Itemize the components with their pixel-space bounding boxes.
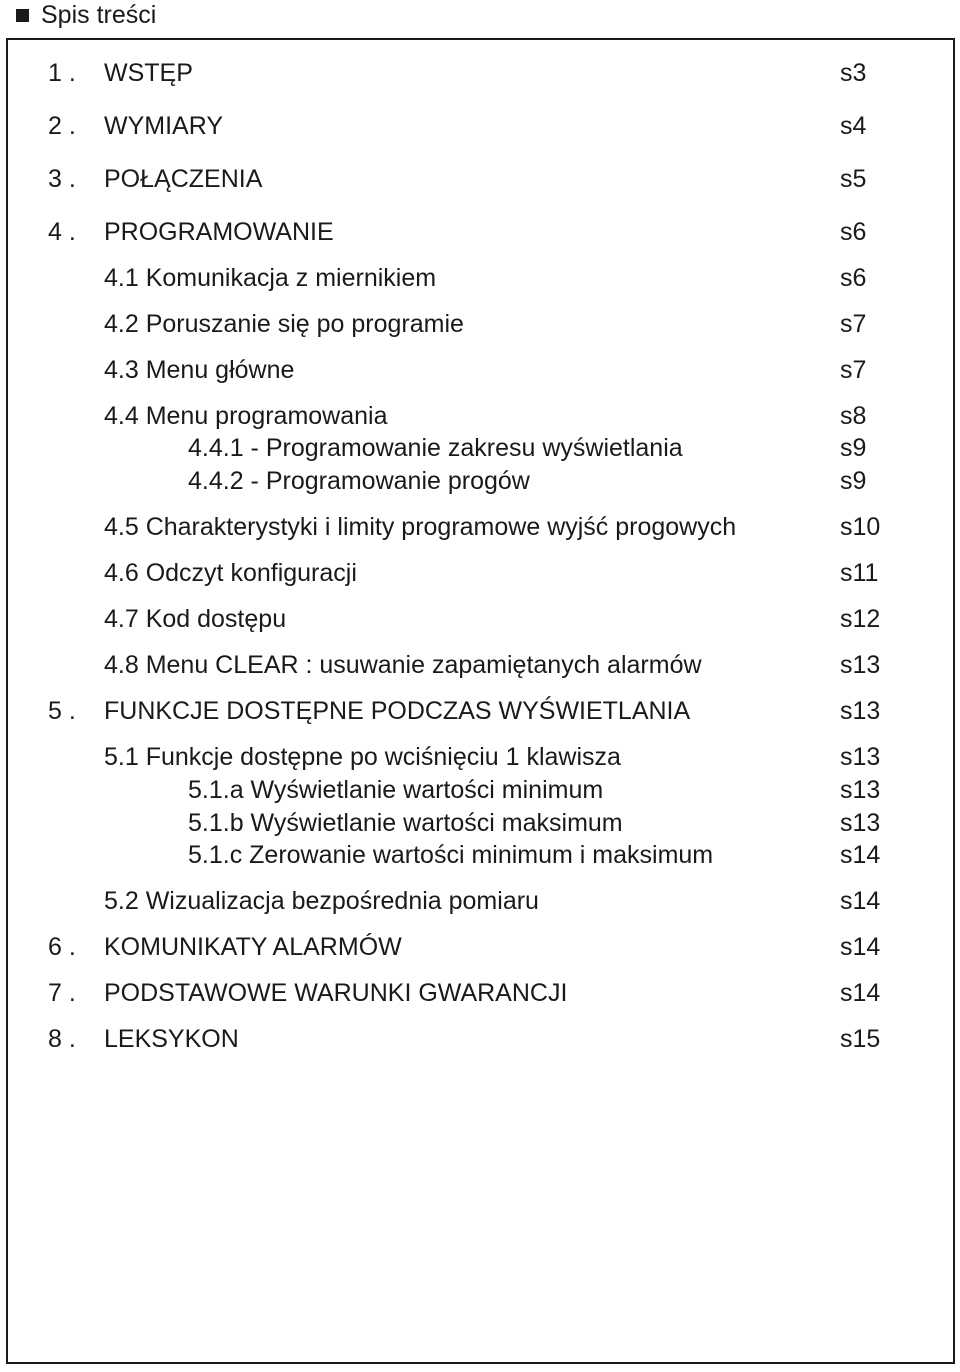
- toc-entry-title: KOMUNIKATY ALARMÓW: [104, 933, 402, 961]
- toc-entry-title: PODSTAWOWE WARUNKI GWARANCJI: [104, 979, 568, 1007]
- toc-entry-number: 5 .: [48, 697, 76, 725]
- toc-entry-title: PROGRAMOWANIE: [104, 218, 334, 246]
- toc-entry-page: s7: [840, 356, 867, 384]
- toc-entry-title: POŁĄCZENIA: [104, 165, 263, 193]
- toc-entry-title: 5.1.c Zerowanie wartości minimum i maksimum: [188, 841, 714, 869]
- toc-entry-number: 8 .: [48, 1025, 76, 1053]
- toc-entry-number: 1 .: [48, 59, 76, 87]
- toc-entry-title: 4.5 Charakterystyki i limity programowe wyjść progowych: [104, 513, 737, 541]
- toc-entry-page: s14: [840, 979, 881, 1007]
- toc-entry-page: s5: [840, 165, 867, 193]
- toc-entry-page: s14: [840, 887, 881, 915]
- toc-entry-page: s3: [840, 59, 867, 87]
- toc-entry-page: s15: [840, 1025, 881, 1053]
- toc-entry-page: s14: [840, 933, 881, 961]
- toc-entry-page: s13: [840, 776, 881, 804]
- toc-entry-page: s9: [840, 467, 867, 495]
- toc-entry-number: 7 .: [48, 979, 76, 1007]
- toc-entry-page: s13: [840, 743, 881, 771]
- toc-entry-page: s6: [840, 264, 867, 292]
- toc-entry-title: 4.2 Poruszanie się po programie: [104, 310, 464, 338]
- toc-entry-title: 5.1.b Wyświetlanie wartości maksimum: [188, 809, 623, 837]
- toc-frame: [6, 38, 955, 1364]
- toc-entry-page: s8: [840, 402, 867, 430]
- toc-entry-page: s13: [840, 697, 881, 725]
- toc-entry-page: s7: [840, 310, 867, 338]
- toc-entry-page: s9: [840, 434, 867, 462]
- toc-entry-title: 4.3 Menu główne: [104, 356, 295, 384]
- toc-entry-title: 4.1 Komunikacja z miernikiem: [104, 264, 437, 292]
- toc-entry-title: 4.4.1 - Programowanie zakresu wyświetlania: [188, 434, 683, 462]
- toc-entry-title: 4.7 Kod dostępu: [104, 605, 287, 633]
- toc-entry-title: WSTĘP: [104, 59, 193, 87]
- toc-entry-number: 6 .: [48, 933, 76, 961]
- toc-entry-page: s10: [840, 513, 881, 541]
- toc-entry-title: WYMIARY: [104, 112, 223, 140]
- toc-entry-page: s6: [840, 218, 867, 246]
- toc-entry-page: s12: [840, 605, 881, 633]
- toc-entry-title: 4.6 Odczyt konfiguracji: [104, 559, 357, 587]
- toc-entry-title: 5.2 Wizualizacja bezpośrednia pomiaru: [104, 887, 539, 915]
- toc-entry-number: 4 .: [48, 218, 76, 246]
- toc-entry-page: s13: [840, 809, 881, 837]
- toc-entry-title: 4.4.2 - Programowanie progów: [188, 467, 530, 495]
- toc-entry-title: 4.4 Menu programowania: [104, 402, 388, 430]
- toc-entry-title: 5.1 Funkcje dostępne po wciśnięciu 1 klawisza: [104, 743, 621, 771]
- toc-entry-number: 3 .: [48, 165, 76, 193]
- toc-entry-page: s13: [840, 651, 881, 679]
- square-bullet-icon: [16, 9, 29, 22]
- toc-entry-title: FUNKCJE DOSTĘPNE PODCZAS WYŚWIETLANIA: [104, 697, 691, 725]
- toc-entry-title: 5.1.a Wyświetlanie wartości minimum: [188, 776, 604, 804]
- page-header: [16, 0, 156, 30]
- page-title: Spis treści: [41, 0, 157, 29]
- toc-entry-page: s4: [840, 112, 867, 140]
- toc-entry-title: LEKSYKON: [104, 1025, 239, 1053]
- toc-entry-page: s11: [840, 559, 879, 587]
- toc-entry-title: 4.8 Menu CLEAR : usuwanie zapamiętanych alarmów: [104, 651, 702, 679]
- toc-entry-number: 2 .: [48, 112, 76, 140]
- toc-entry-page: s14: [840, 841, 881, 869]
